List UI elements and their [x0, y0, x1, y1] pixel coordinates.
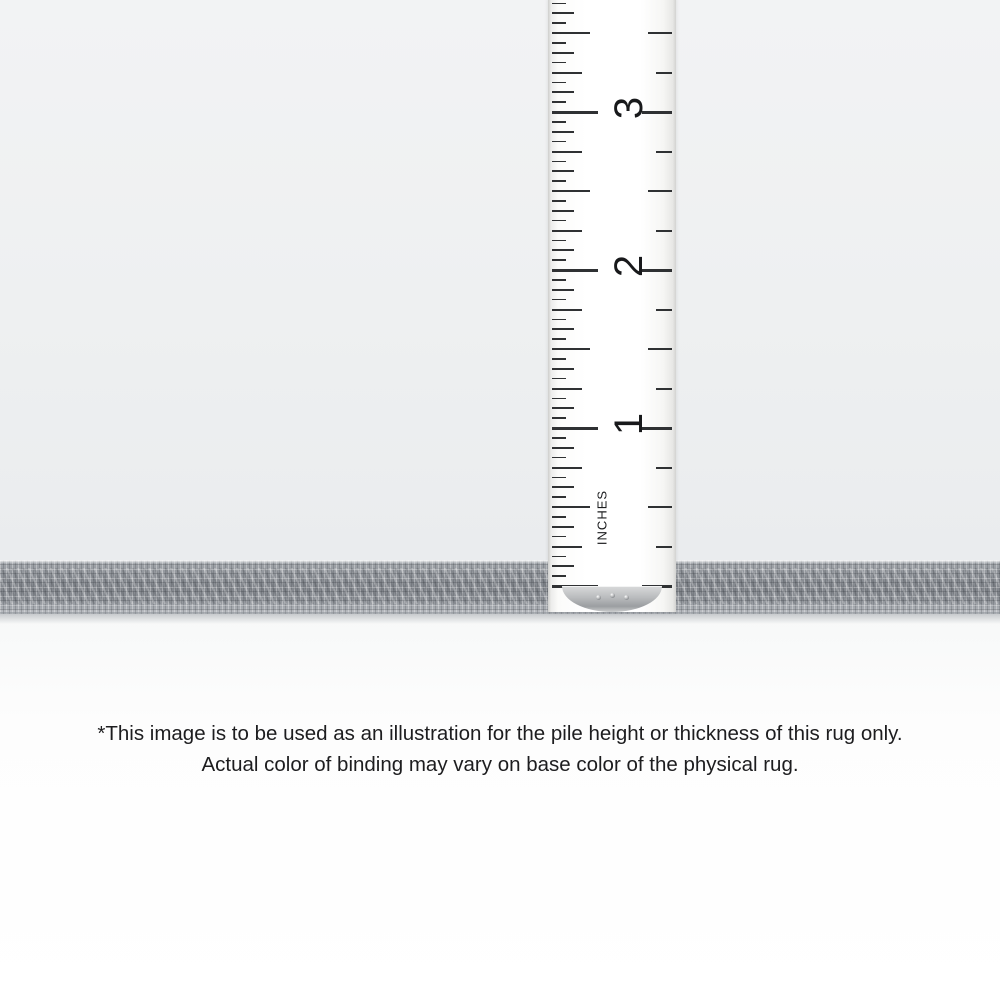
- ruler-tick: [552, 121, 566, 123]
- ruler-tick: [552, 22, 566, 24]
- ruler-tick: [552, 348, 590, 350]
- ruler-tick: [552, 289, 574, 291]
- ruler-tick: [552, 141, 566, 143]
- hook-rivet-icon: [624, 595, 629, 600]
- ruler-tick: [552, 190, 590, 192]
- tape-unit-label: INCHES: [594, 490, 610, 546]
- ruler-tick: [552, 269, 598, 272]
- ruler-tick: [552, 427, 598, 430]
- ruler-tick: [552, 210, 574, 212]
- ruler-tick: [552, 240, 566, 242]
- ruler-tick: [552, 220, 566, 222]
- ruler-tick: [552, 72, 582, 74]
- ruler-tick: [552, 259, 566, 261]
- tape-left-edge: [548, 0, 551, 612]
- ruler-tick: [552, 279, 566, 281]
- ruler-tick: [552, 457, 566, 459]
- ruler-tick: [552, 52, 574, 54]
- ruler-tick: [552, 536, 566, 538]
- ruler-tick: [552, 565, 574, 567]
- ruler-tick: [552, 546, 582, 548]
- disclaimer-caption: [0, 718, 1000, 780]
- ruler-tick: [552, 151, 582, 153]
- ruler-tick: [552, 398, 566, 400]
- ruler-tick: [552, 131, 574, 133]
- rug-top-highlight: [0, 560, 1000, 563]
- ruler-tick: [552, 338, 566, 340]
- ruler-tick: [552, 3, 566, 5]
- ruler-tick: [552, 506, 590, 508]
- ruler-tick: [552, 388, 582, 390]
- ruler-tick: [552, 42, 566, 44]
- ruler-tick: [552, 378, 566, 380]
- rug-binding-strip: [0, 560, 1000, 614]
- ruler-tick: [552, 32, 590, 34]
- ruler-tick: [656, 230, 672, 232]
- ruler-tick: [648, 348, 672, 350]
- rug-drop-shadow: [0, 612, 1000, 624]
- ruler-tick: [552, 200, 566, 202]
- ruler-tick: [552, 447, 574, 449]
- rug-braid-texture: [0, 568, 1000, 604]
- ruler-tick: [552, 111, 598, 114]
- photo-floor-surface: [0, 612, 1000, 1000]
- ruler-tick: [552, 437, 566, 439]
- ruler-tick: [552, 575, 566, 577]
- ruler-tick: [552, 101, 566, 103]
- ruler-tick: [656, 546, 672, 548]
- ruler-tick: [552, 82, 566, 84]
- ruler-tick: [552, 319, 566, 321]
- ruler-number-1: 1: [607, 412, 651, 436]
- ruler-tick: [656, 388, 672, 390]
- ruler-tick: [656, 309, 672, 311]
- ruler-tick: [552, 407, 574, 409]
- ruler-tick: [552, 309, 582, 311]
- ruler-tick: [552, 328, 574, 330]
- ruler-tick: [656, 467, 672, 469]
- ruler-tick: [552, 358, 566, 360]
- caption-line-2: Actual color of binding may vary on base color of the physical rug.: [201, 753, 799, 776]
- ruler-tick: [656, 151, 672, 153]
- tape-right-edge: [673, 0, 676, 612]
- ruler-tick: [552, 230, 582, 232]
- ruler-tick: [648, 506, 672, 508]
- ruler-tick: [552, 161, 566, 163]
- ruler-tick: [656, 72, 672, 74]
- ruler-number-3: 3: [607, 96, 651, 120]
- ruler-tick: [648, 190, 672, 192]
- ruler-tick: [552, 477, 566, 479]
- hook-rivet-icon: [610, 593, 615, 598]
- ruler-tick: [552, 170, 574, 172]
- ruler-tick: [552, 556, 566, 558]
- caption-line-1: *This image is to be used as an illustration for the pile height or thickness of this rug only.: [97, 722, 903, 745]
- ruler-tick: [552, 526, 574, 528]
- ruler-tick: [552, 12, 574, 14]
- ruler-tick: [552, 486, 574, 488]
- ruler-tick: [552, 368, 574, 370]
- hook-rivet-icon: [596, 595, 601, 600]
- ruler-tick: [552, 299, 566, 301]
- ruler-number-2: 2: [607, 254, 651, 278]
- ruler-tick: [552, 516, 566, 518]
- tape-measure: [548, 0, 676, 612]
- ruler-tick: [552, 62, 566, 64]
- ruler-tick: [552, 180, 566, 182]
- ruler-tick: [648, 32, 672, 34]
- ruler-tick: [552, 467, 582, 469]
- ruler-tick: [552, 91, 574, 93]
- ruler-tick: [552, 249, 574, 251]
- ruler-tick: [552, 417, 566, 419]
- ruler-tick: [552, 496, 566, 498]
